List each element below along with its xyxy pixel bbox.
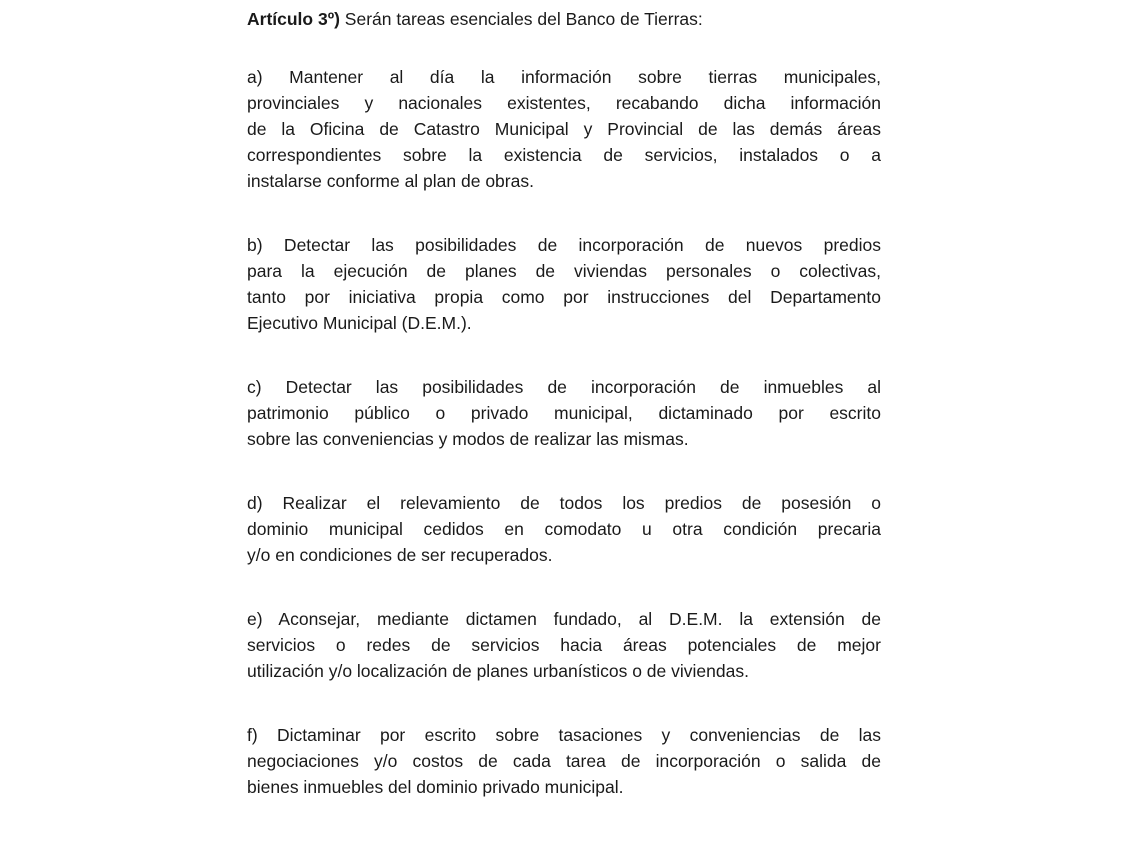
article-item-a (247, 64, 881, 194)
text-line: Ejecutivo Municipal (D.E.M.). (247, 313, 472, 333)
text-line: de la Oficina de Catastro Municipal y Provincial de las demás áreas (247, 119, 881, 139)
article-item-e (247, 606, 881, 684)
text-line: y/o en condiciones de ser recuperados. (247, 545, 553, 565)
article-items (247, 64, 881, 800)
text-line: b) Detectar las posibilidades de incorporación de nuevos predios (247, 235, 881, 255)
article-intro: Serán tareas esenciales del Banco de Tierras: (339, 9, 703, 29)
document-page (247, 6, 881, 838)
text-line: tanto por iniciativa propia como por instrucciones del Departamento (247, 287, 881, 307)
text-line: servicios o redes de servicios hacia áreas potenciales de mejor (247, 635, 881, 655)
article-item-f (247, 722, 881, 800)
text-line: d) Realizar el relevamiento de todos los predios de posesión o (247, 493, 881, 513)
article-item-c (247, 374, 881, 452)
text-line: dominio municipal cedidos en comodato u otra condición precaria (247, 519, 881, 539)
text-line: patrimonio público o privado municipal, dictaminado por escrito (247, 403, 881, 423)
text-line: sobre las conveniencias y modos de realizar las mismas. (247, 429, 689, 449)
text-line: negociaciones y/o costos de cada tarea de incorporación o salida de (247, 751, 881, 771)
text-line: bienes inmuebles del dominio privado municipal. (247, 777, 624, 797)
text-line: provinciales y nacionales existentes, recabando dicha información (247, 93, 881, 113)
text-line: para la ejecución de planes de viviendas personales o colectivas, (247, 261, 881, 281)
article-item-b (247, 232, 881, 336)
article-heading (247, 6, 881, 32)
article-item-d (247, 490, 881, 568)
text-line: a) Mantener al día la información sobre tierras municipales, (247, 67, 881, 87)
text-line: c) Detectar las posibilidades de incorporación de inmuebles al (247, 377, 881, 397)
text-line: correspondientes sobre la existencia de servicios, instalados o a (247, 145, 881, 165)
text-line: e) Aconsejar, mediante dictamen fundado, al D.E.M. la extensión de (247, 609, 881, 629)
text-line: instalarse conforme al plan de obras. (247, 171, 534, 191)
text-line: f) Dictaminar por escrito sobre tasaciones y conveniencias de las (247, 725, 881, 745)
text-line: utilización y/o localización de planes urbanísticos o de viviendas. (247, 661, 749, 681)
article-label: Artículo 3º) (247, 9, 340, 29)
